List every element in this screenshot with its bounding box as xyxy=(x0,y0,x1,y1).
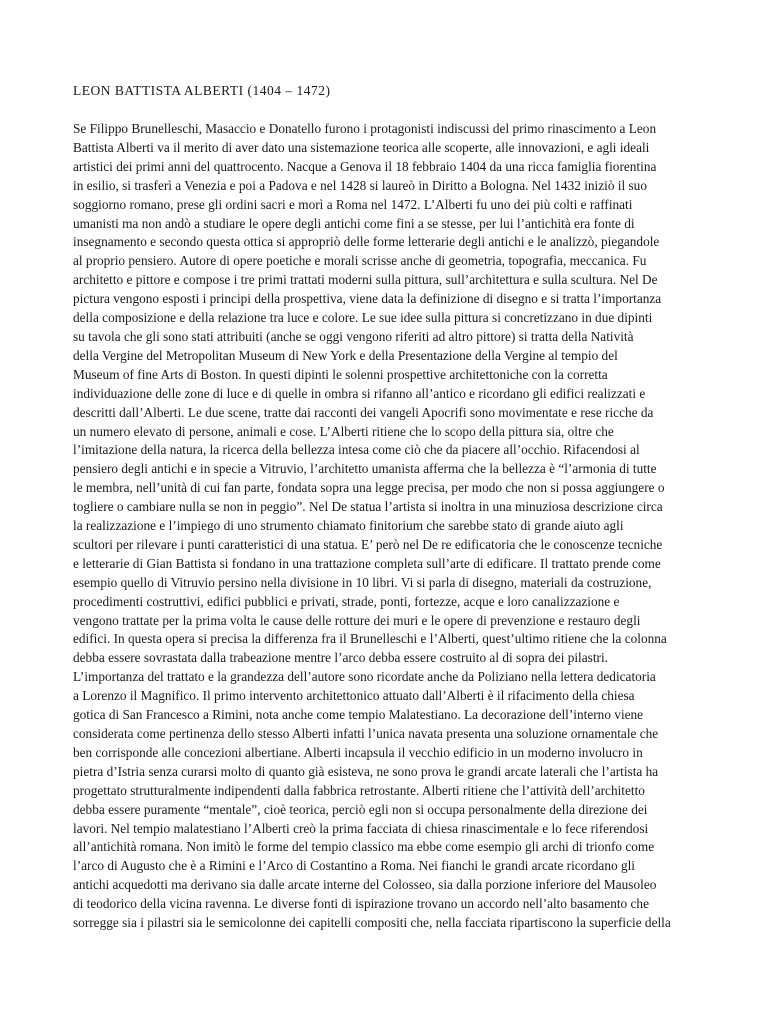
text-line: vengono trattate per la prima volta le cause delle rotture dei muri e le opere di prevenzione e restauro degli xyxy=(73,612,641,628)
text-line: all’antichità romana. Non imitò le forme del tempio classico ma ebbe come esempio gli archi di trionfo come xyxy=(73,839,655,855)
text-line: umanisti ma non andò a studiare le opere degli antichi come fini a se stesse, per lui l’antichità era fonte di xyxy=(73,215,635,231)
text-line: su tavola che gli sono stati attribuiti (anche se oggi vengono riferiti ad altro pittore) si tratta della Natività xyxy=(73,328,634,344)
text-line: della composizione e della relazione tra luce e colore. Le sue idee sulla pittura si concretizzano in due dipinti xyxy=(73,310,653,326)
text-line: di teodorico della vicina ravenna. Le diverse fonti di ispirazione trovano un accordo nell’alto basamento che xyxy=(73,896,649,912)
text-line: l’imitazione della natura, la ricerca della bellezza intesa come ciò che da piacere all’occhio. Rifacendosi al xyxy=(73,442,640,458)
text-line: Se Filippo Brunelleschi, Masaccio e Donatello furono i protagonisti indiscussi del primo rinascimento a Leon xyxy=(73,121,657,136)
document-title: LEON BATTISTA ALBERTI (1404 – 1472) xyxy=(73,83,331,98)
text-line: sorregge sia i pilastri sia le semicolonne dei capitelli compositi che, nella facciata ripartiscono la superficie della xyxy=(73,915,671,931)
text-line: Museum of fine Arts di Boston. In questi dipinti le solenni prospettive architettoniche con la corretta xyxy=(73,366,608,382)
text-line: procedimenti costruttivi, edifici pubblici e privati, strade, ponti, fortezze, acque e loro canalizzazione e xyxy=(73,593,620,609)
text-line: artistici dei primi anni del quattrocento. Nacque a Genova il 18 febbraio 1404 da una ricca famiglia fiorentina xyxy=(73,158,657,174)
text-line: antichi acquedotti ma derivano sia dalle arcate interne del Colosseo, sia dalla porzione inferiore del Mausoleo xyxy=(73,877,657,893)
text-line: soggiorno romano, prese gli ordini sacri e morì a Roma nel 1472. L’Alberti fu uno dei più colti e raffinati xyxy=(73,196,633,212)
text-line: debba essere sovrastata dalla trabeazione mentre l’arco debba essere costruito al di sopra dei pilastri. xyxy=(73,650,608,666)
text-line: L’importanza del trattato e la grandezza dell’autore sono ricordate anche da Poliziano nella lettera dedicatoria xyxy=(73,669,656,685)
text-line: la realizzazione e l’impiego di uno strumento chiamato finitorium che sarebbe stato di grande aiuto agli xyxy=(73,518,624,534)
text-line: e letterarie di Gian Battista si fondano in una trattazione completa sull’arte di edificare. Il trattato prende come xyxy=(73,555,661,571)
text-line: architetto e pittore e compose i tre primi trattati moderni sulla pittura, sull’architettura e sulla scultura. Nel De xyxy=(73,272,658,288)
text-line: della Vergine del Metropolitan Museum di New York e della Presentazione della Vergine al tempio del xyxy=(73,347,618,363)
text-line: a Lorenzo il Magnifico. Il primo intervento architettonico attuato dall’Alberti è il rifacimento della chiesa xyxy=(73,688,635,704)
text-line: lavori. Nel tempio malatestiano l’Alberti creò la prima facciata di chiesa rinascimentale e lo fece riferendosi xyxy=(73,820,649,836)
text-line: gotica di San Francesco a Rimini, nota anche come tempio Malatestiano. La decorazione dell’interno viene xyxy=(73,707,644,723)
text-line: pictura vengono esposti i principi della prospettiva, viene data la definizione di disegno e si tratta l’importanza xyxy=(73,291,662,307)
text-line: le membra, nell’unità di cui fan parte, fondata sopra una legge precisa, per modo che non si possa aggiungere o xyxy=(73,480,665,496)
text-line: edifici. In questa opera si precisa la differenza fra il Brunelleschi e l’Alberti, quest’ultimo ritiene che la colonna xyxy=(73,631,667,647)
text-line: l’arco di Augusto che è a Rimini e l’Arco di Costantino a Roma. Nei fianchi le grandi arcate ricordano gli xyxy=(73,858,635,874)
text-line: esempio quello di Vitruvio persino nella divisione in 10 libri. Vi si parla di disegno, materiali da costruzione, xyxy=(73,574,652,590)
text-line: Battista Alberti va il merito di aver dato una sistemazione teorica alle scoperte, alle innovazioni, e agli ideali xyxy=(73,139,650,155)
text-line: individuazione delle zone di luce e di quelle in ombra si rifanno all’antico e ricordano gli edifici realizzati e xyxy=(73,385,646,401)
body-paragraph xyxy=(73,120,698,933)
text-line: pensiero degli antichi e in specie a Vitruvio, l’architetto umanista afferma che la bellezza è “l’armonia di tutte xyxy=(73,461,657,477)
text-line: un numero elevato di persone, animali e cose. L’Alberti ritiene che lo scopo della pittura sia, oltre che xyxy=(73,423,614,439)
text-line: insegnamento e secondo questa ottica si appropriò delle forme letterarie degli antichi e le analizzò, piegandole xyxy=(73,234,660,250)
text-line: progettato strutturalmente indipendenti dalla fabbrica retrostante. Alberti ritiene che l’attività dell’architetto xyxy=(73,782,645,798)
text-line: pietra d’Istria senza curarsi molto di quanto già esisteva, ne sono prova le grandi arcate laterali che l’artista ha xyxy=(73,763,659,779)
text-line: in esilio, si trasferì a Venezia e poi a Padova e nel 1428 si laureò in Diritto a Bologna. Nel 1432 iniziò il suo xyxy=(73,177,647,193)
text-line: ben corrisponde alle concezioni albertiane. Alberti incapsula il vecchio edificio in un moderno involucro in xyxy=(73,744,643,760)
text-line: togliere o cambiare nulla se non in peggio”. Nel De statua l’artista si inoltra in una minuziosa descrizione circa xyxy=(73,499,663,515)
text-line: debba essere puramente “mentale”, cioè teorica, perciò egli non si occupa personalmente della direzione dei xyxy=(73,801,648,817)
text-line: al proprio pensiero. Autore di opere poetiche e morali scrisse anche di geometria, topografia, meccanica. Fu xyxy=(73,253,647,269)
text-line: considerata come pertinenza dello stesso Alberti infatti l’unica navata presenta una soluzione ornamentale che xyxy=(73,726,659,741)
text-line: descritti dall’Alberti. Le due scene, tratte dai racconti dei vangeli Apocrifi sono movimentate e rese ricche da xyxy=(73,404,654,420)
text-line: scultori per rilevare i punti caratteristici di una statua. E’ però nel De re edificatoria che le conoscenze tecniche xyxy=(73,536,663,552)
